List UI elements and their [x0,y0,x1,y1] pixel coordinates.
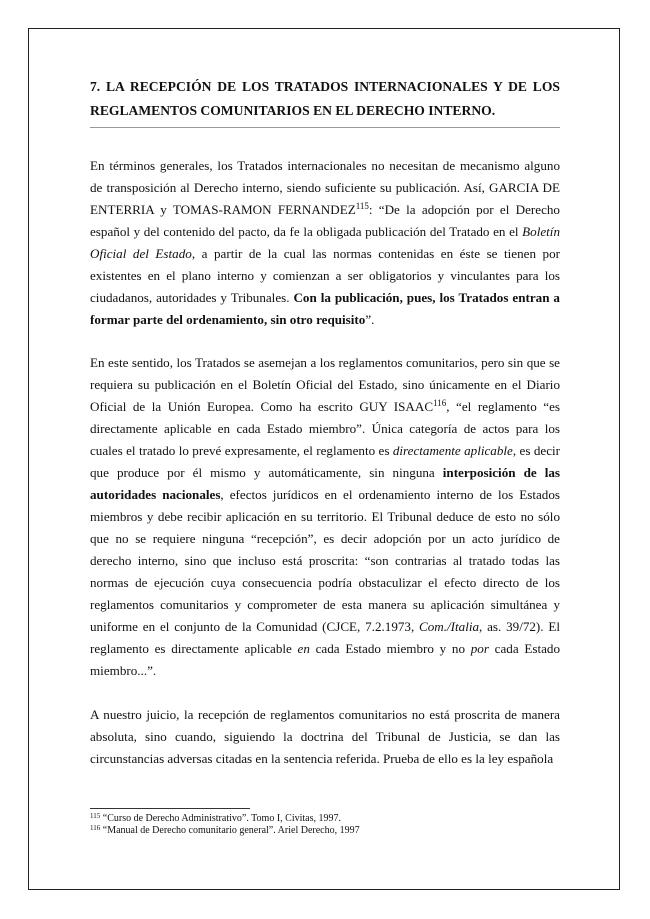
p1-italic-boletin: Boletín Oficial del Estado [90,224,560,261]
section-heading: 7. LA RECEPCIÓN DE LOS TRATADOS INTERNACIONALES Y DE LOS REGLAMENTOS COMUNITARIOS EN EL DERECHO INTERNO. [90,79,560,118]
footnote-text: “Curso de Derecho Administrativo”. Tomo I, Civitas, 1997. [100,813,341,824]
p2-text-1: En este sentido, los Tratados se asemejan a los reglamentos comunitarios, pero sin que se requiera su publicación en el Boletín Oficial del Estado, sino únicamente en el Diario Oficial de la Unión Europea. Como ha escrito GUY ISAAC [90,355,560,414]
p2-bold-interposicion: interposición de las autoridades nacionales [90,465,560,502]
footnotes [90,808,560,837]
footnote-116 [90,825,560,837]
p1-text-4: ”. [365,312,375,327]
p2-italic-en: en [297,641,310,656]
footnote-number: 116 [90,824,101,832]
footnote-text: “Manual de Derecho comunitario general”. Ariel Derecho, 1997 [100,825,360,836]
p1-text-3: , a partir de la cual las normas contenidas en éste se tienen por existentes en el plano interno y comienzan a ser obligatorios y vinculantes para los ciudadanos, autoridades y Tribunales. [90,246,560,305]
footnote-115 [90,813,560,825]
p1-text-2: : “De la adopción por el Derecho español y del contenido del pacto, da fe la obligada publicación del Tratado en el [90,202,560,239]
paragraph-2 [90,352,560,682]
p2-italic-case: Com./Italia [419,619,480,634]
paragraph-3: A nuestro juicio, la recepción de reglamentos comunitarios no está proscrita de manera absoluta, sino cuando, siguiendo la doctrina del Tribunal de Justicia, se dan las circunstancias adversas citadas en la sentencia referida. Prueba de ello es la ley española [90,707,560,766]
p2-text-7: cada Estado miembro...”. [90,641,561,678]
p2-text-6: cada Estado miembro y no [309,641,471,656]
p1-bold-quote: Con la publicación, pues, los Tratados entran a formar parte del ordenamiento, sin otro requisito [90,290,560,327]
p2-italic-por: por [470,641,489,656]
p2-text-3: , es decir que produce por él mismo y automáticamente, sin ninguna [90,443,561,480]
p2-text-2: , “el reglamento “es directamente aplicable en cada Estado miembro”. Única categoría de actos para los cuales el tratado lo prevé expresamente, el reglamento es [90,399,560,458]
paragraph-1 [90,155,560,331]
footnote-number: 115 [90,812,101,820]
footnote-ref-115[interactable]: 115 [355,201,369,211]
footnote-divider [90,808,250,809]
p2-text-4: , efectos jurídicos en el ordenamiento interno de los Estados miembros y debe recibir aplicación en su territorio. El Tribunal deduce de esto no sólo que no se requiere ninguna “recepción”, es decir adopción por un acto jurídico de derecho interno, sino que incluso está proscrita: “son contrarias al tratado todas las normas de ejecución cuya consecuencia podría obstaculizar el efecto directo de los reglamentos comunitarios y comprometer de esta manera su aplicación simultánea y uniforme en el conjunto de la Comunidad (CJCE, 7.2.1973, [90,487,560,634]
page-content [90,75,560,770]
footnote-ref-116[interactable]: 116 [433,398,447,408]
p2-italic-directamente: directamente aplicable [392,443,513,458]
heading-divider [90,127,560,128]
p1-text-1: En términos generales, los Tratados internacionales no necesitan de mecanismo alguno de transposición al Derecho interno, siendo suficiente su publicación. Así, GARCIA DE ENTERRIA y TOMAS-RAMON FERNANDEZ [90,158,560,217]
p2-text-5: , as. 39/72). El reglamento es directamente aplicable [90,619,560,656]
